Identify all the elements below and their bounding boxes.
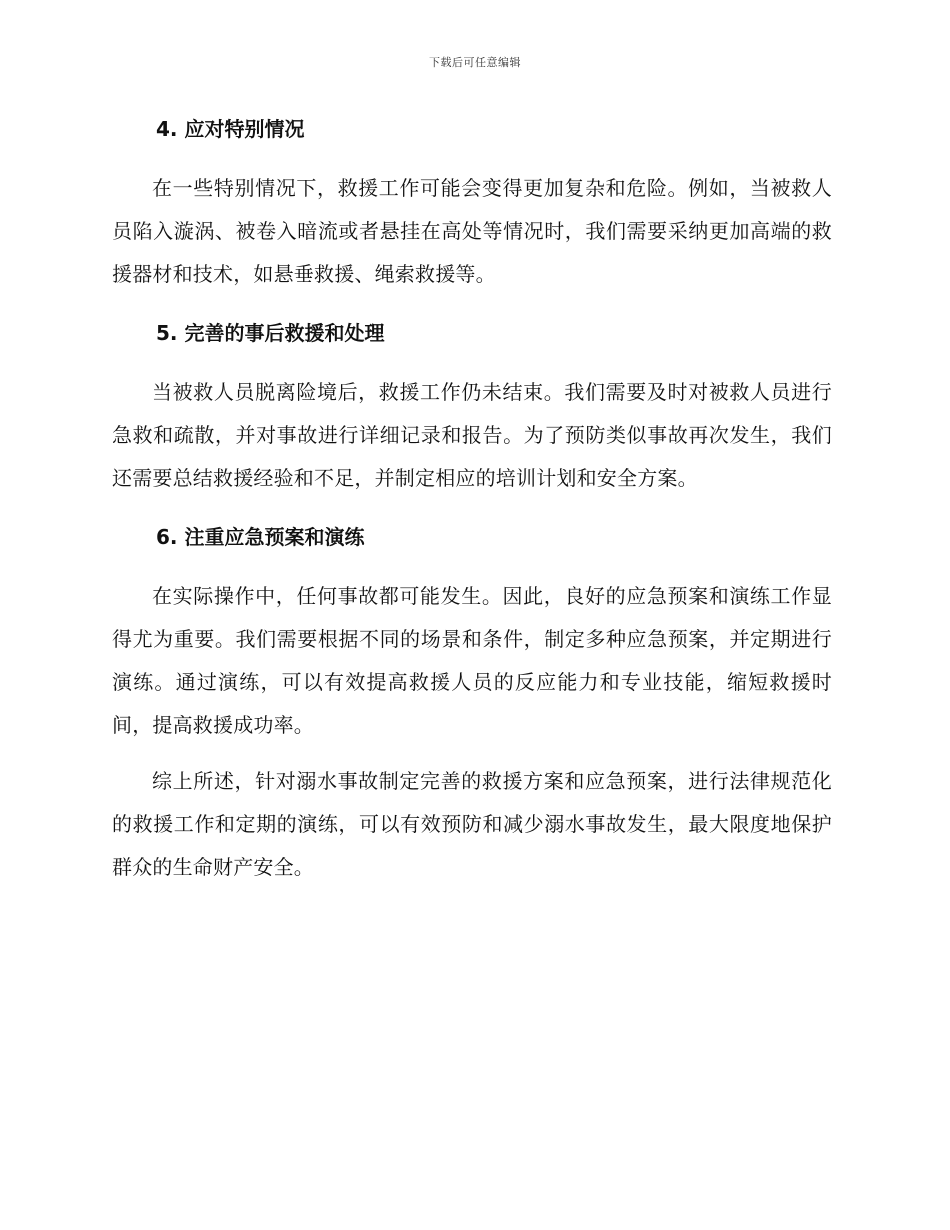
- conclusion-paragraph: 综上所述，针对溺水事故制定完善的救援方案和应急预案，进行法律规范化的救援工作和定期的演练，可以有效预防和减少溺水事故发生，最大限度地保护群众的生命财产安全。: [112, 769, 832, 879]
- section-paragraph-6: 在实际操作中，任何事故都可能发生。因此，良好的应急预案和演练工作显得尤为重要。我们需要根据不同的场景和条件，制定多种应急预案，并定期进行演练。通过演练，可以有效提高救援人员的反应能力和专业技能，缩短救援时间，提高救援成功率。: [112, 584, 832, 737]
- section-heading-6: 6. 注重应急预案和演练: [156, 525, 365, 549]
- document-body: [112, 112, 832, 889]
- section-heading-5: 5. 完善的事后救援和处理: [156, 321, 385, 345]
- page-header: 下载后可任意编辑: [429, 56, 521, 69]
- section-paragraph-4: 在一些特别情况下，救援工作可能会变得更加复杂和危险。例如，当被救人员陷入漩涡、被卷入暗流或者悬挂在高处等情况时，我们需要采纳更加高端的救援器材和技术，如悬垂救援、绳索救援等。: [112, 176, 832, 286]
- section-paragraph-5: 当被救人员脱离险境后，救援工作仍未结束。我们需要及时对被救人员进行急救和疏散，并对事故进行详细记录和报告。为了预防类似事故再次发生，我们还需要总结救援经验和不足，并制定相应的培训计划和安全方案。: [112, 380, 832, 490]
- section-heading-4: 4. 应对特别情况: [156, 117, 305, 141]
